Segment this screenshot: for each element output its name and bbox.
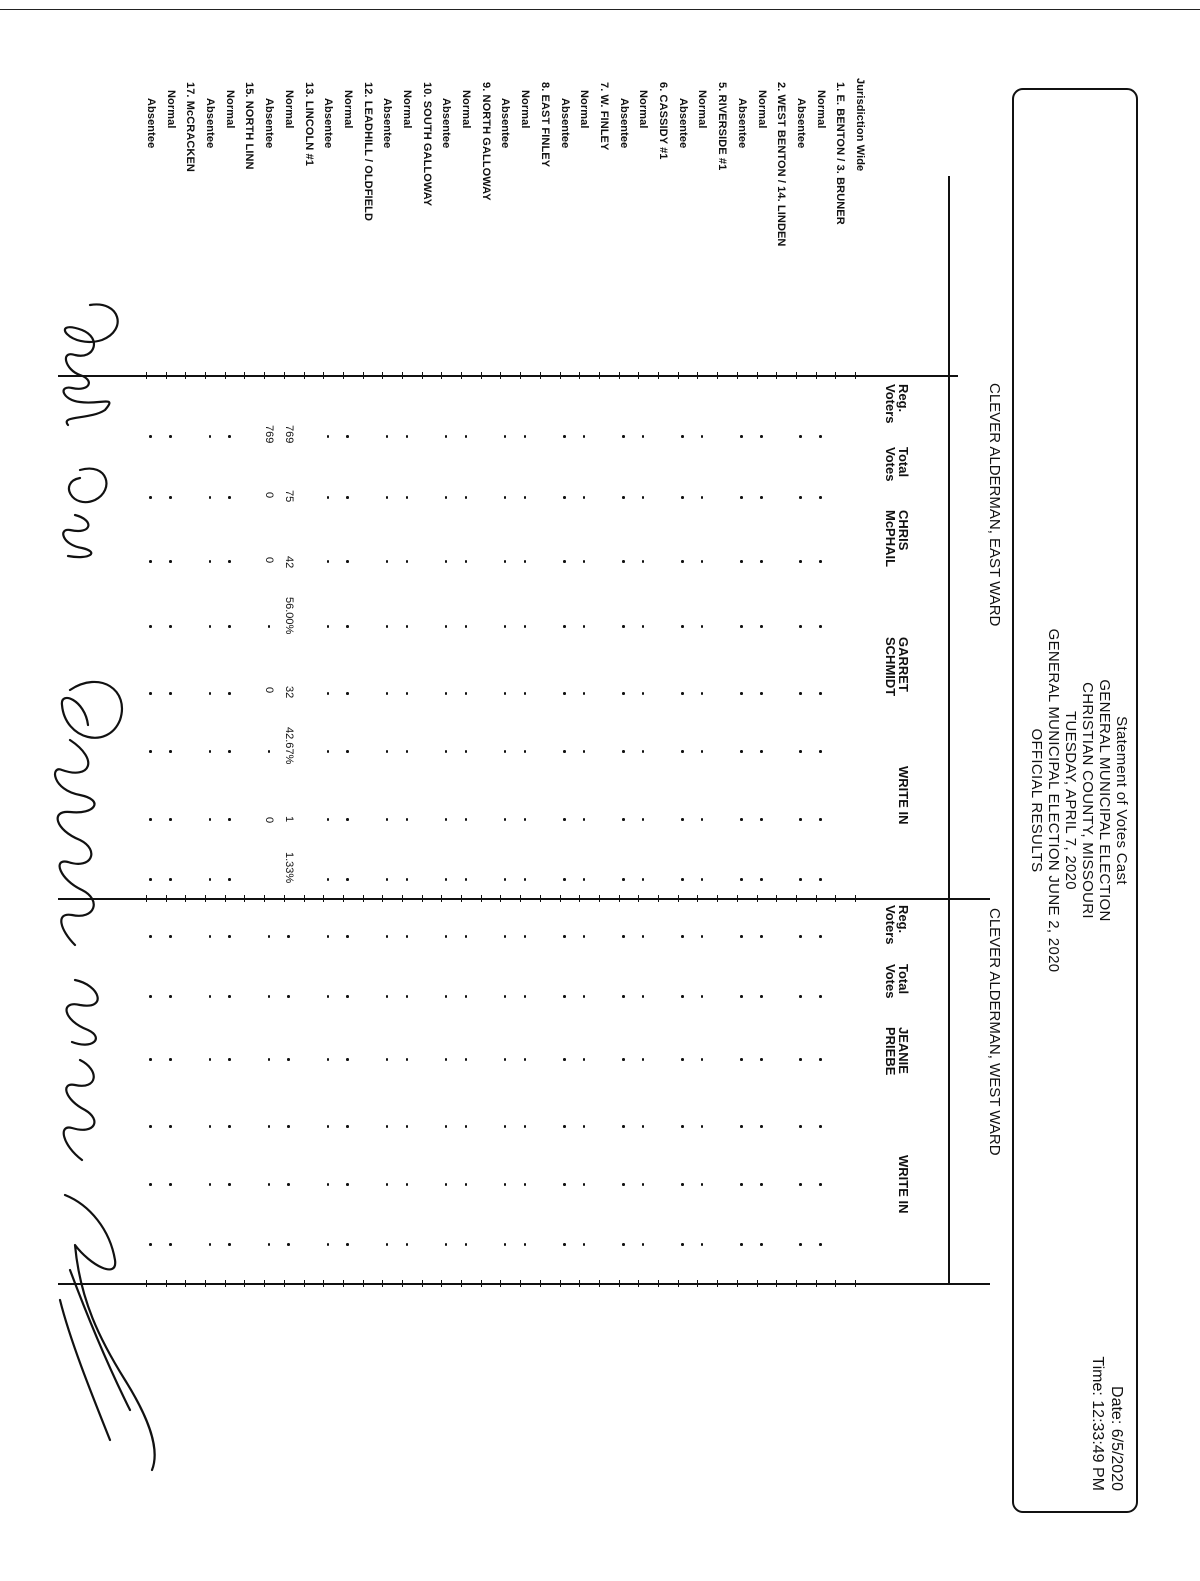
col-header-line: WRITE IN <box>896 1155 911 1214</box>
row-label-normal: Normal <box>282 90 295 129</box>
precinct-label: 7. W. FINLEY <box>597 82 610 151</box>
col-header-line: Votes <box>883 964 898 999</box>
signature-1 <box>64 304 118 425</box>
row-label-absentee: Absentee <box>204 98 217 149</box>
row-label-normal: Normal <box>578 90 591 129</box>
col-header-line: JEANIE <box>896 1027 911 1074</box>
row-label-normal: Normal <box>164 90 177 129</box>
row-label-absentee: Absentee <box>145 98 157 149</box>
signature-2 <box>63 469 106 558</box>
signature-4 <box>64 980 98 1160</box>
col-header-line: Total <box>896 447 911 478</box>
row-label-normal: Normal <box>637 90 650 129</box>
precinct-label: 5. RIVERSIDE #1 <box>716 82 729 171</box>
lincoln-absentee-total-votes: 0 <box>263 492 276 499</box>
col-header-line: WRITE IN <box>896 766 911 825</box>
election-date: TUESDAY, APRIL 7, 2020 <box>1062 711 1079 890</box>
election-name: GENERAL MUNICIPAL ELECTION <box>1096 679 1113 922</box>
row-label-absentee: Absentee <box>322 98 335 149</box>
precinct-label: 10. SOUTH GALLOWAY <box>420 82 433 207</box>
lincoln-normal-total-votes: 75 <box>282 490 295 503</box>
race-title-west-ward: CLEVER ALDERMAN, WEST WARD <box>986 908 1003 1156</box>
rescheduled-election: GENERAL MUNICIPAL ELECTION JUNE 2, 2020 <box>1045 628 1062 973</box>
lincoln-normal-mcphail-votes: 42 <box>282 556 295 569</box>
col-header-line: CHRIS <box>896 510 911 551</box>
lincoln-normal-schmidt-pct: 42.67% <box>282 727 295 765</box>
row-label-absentee: Absentee <box>735 98 748 149</box>
precinct-label: 1. E. BENTON / 3. BRUNER <box>834 82 847 225</box>
precinct-label: 13. LINCOLN #1 <box>302 82 315 166</box>
col-header-line: Voters <box>883 384 898 424</box>
official-results-label: OFFICIAL RESULTS <box>1028 728 1045 873</box>
county-name: CHRISTIAN COUNTY, MISSOURI <box>1079 682 1096 919</box>
col-header-line: Reg. <box>896 905 911 934</box>
signature-3 <box>55 682 122 945</box>
signature-5 <box>60 1195 155 1470</box>
row-label-absentee: Absentee <box>617 98 630 149</box>
precinct-label: 6. CASSIDY #1 <box>657 82 670 160</box>
lincoln-normal-mcphail-pct: 56.00% <box>282 597 295 635</box>
lincoln-absentee-schmidt-votes: 0 <box>263 687 276 694</box>
lincoln-normal-reg-voters: 769 <box>282 425 295 444</box>
col-header-line: Reg. <box>896 384 911 413</box>
row-label-absentee: Absentee <box>440 98 453 149</box>
lincoln-normal-write-in-votes: 1 <box>282 816 295 823</box>
row-label-absentee: Absentee <box>499 98 512 149</box>
col-header-line: Total <box>896 964 911 995</box>
col-header-line: McPHAIL <box>883 510 898 568</box>
row-label-normal: Normal <box>519 90 532 129</box>
jurisdiction-wide-label: Jurisdiction Wide <box>854 78 866 172</box>
row-label-normal: Normal <box>341 90 354 129</box>
row-label-absentee: Absentee <box>263 98 276 149</box>
precinct-label: 2. WEST BENTON / 14. LINDEN <box>775 82 788 247</box>
col-header-line: SCHMIDT <box>883 637 898 697</box>
lincoln-normal-schmidt-votes: 32 <box>282 686 295 699</box>
lincoln-normal-write-in-pct: 1.33% <box>282 852 295 884</box>
row-label-normal: Normal <box>401 90 414 129</box>
row-label-normal: Normal <box>696 90 709 129</box>
precinct-label: 12. LEADHILL / OLDFIELD <box>361 82 374 221</box>
precinct-label: 8. EAST FINLEY <box>538 82 551 168</box>
col-header-line: Votes <box>883 447 898 482</box>
row-label-absentee: Absentee <box>558 98 571 149</box>
col-header-line: GARRET <box>896 637 911 692</box>
row-label-absentee: Absentee <box>676 98 689 149</box>
row-label-normal: Normal <box>223 90 236 129</box>
row-label-absentee: Absentee <box>794 98 807 149</box>
precinct-label: 9. NORTH GALLOWAY <box>479 82 492 201</box>
report-date: Date: 6/5/2020 <box>1108 1386 1125 1491</box>
report-title: Statement of Votes Cast <box>1113 716 1130 885</box>
row-label-normal: Normal <box>460 90 473 129</box>
col-header-line: Voters <box>883 905 898 945</box>
row-label-normal: Normal <box>814 90 827 129</box>
report-time: Time: 12:33:49 PM <box>1089 1356 1106 1491</box>
lincoln-absentee-mcphail-votes: 0 <box>263 557 276 564</box>
col-header-line: PRIEBE <box>883 1027 898 1076</box>
precinct-label: 15. NORTH LINN <box>243 82 256 170</box>
lincoln-absentee-write-in-votes: 0 <box>263 817 276 824</box>
row-label-normal: Normal <box>755 90 768 129</box>
precinct-label: 17. McCRACKEN <box>184 82 197 172</box>
row-label-absentee: Absentee <box>381 98 394 149</box>
lincoln-absentee-reg-voters: 769 <box>263 425 276 444</box>
race-title-east-ward: CLEVER ALDERMAN, EAST WARD <box>986 383 1003 627</box>
